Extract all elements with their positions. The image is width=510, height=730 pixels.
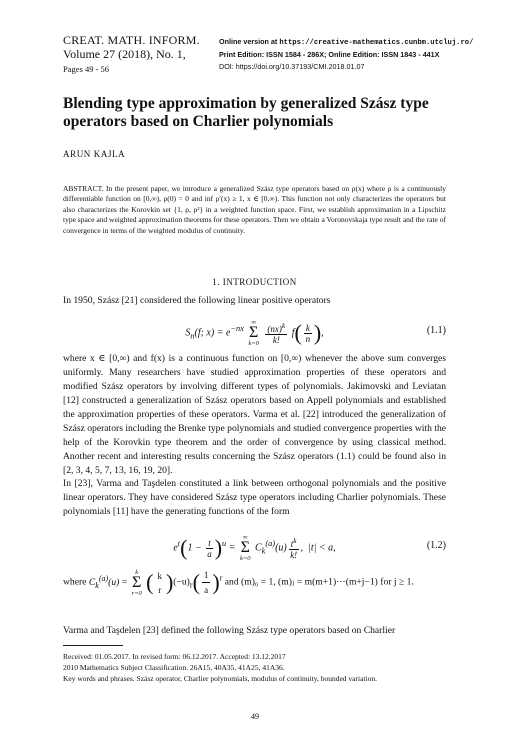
section-heading: 1. INTRODUCTION [212,277,297,287]
paragraph-4: where $C_k^{(a)}(u)$ = k Σ r=0 ( k r )$(-u)_r$( $\frac{1}{a}$ )$^r$ and (m)₀ = 1, (m)ⱼ = m(m+1)···(m+j−1) for j ≥ 1. [63,568,414,597]
equation-1-2 [63,524,446,568]
sum-symbol: ∞ Σ k=0 [239,534,251,562]
journal-name: CREAT. MATH. INFORM. [63,33,200,47]
msc-classification: 2010 Mathematics Subject Classification. 26A15, 40A35, 41A25, 41A36. [63,663,285,672]
abstract-text: In the present paper, we introduce a generalized Szász type operators based on ρ(x) where ρ is a continuously differentiable function on [0,∞), ρ(0) = 0 and inf ρ′(x) ≥ 1, x ∈ [0,∞). This function not only characterizes the operators but also characterizes the Korovkin set {1, ρ, ρ²} in a weighted function space. First, we establish approximation in a Lipschitz type space and weighted approximation theorems for these operators. Then we obtain a Voronovskaja type result and the rate of convergence in terms of the weighted modulus of continuity. [63,184,447,235]
page-number: 49 [251,712,259,721]
equation-1-1 [63,309,446,353]
paragraph-4-tail: and (m)₀ = 1, (m)ⱼ = m(m+1)···(m+j−1) for j ≥ 1. [224,576,414,588]
footnotes [63,651,446,684]
page-range: Pages 49 - 56 [63,64,110,74]
abstract-label: ABSTRACT. [63,184,104,193]
issn-info: Print Edition: ISSN 1584 - 286X; Online Edition: ISSN 1843 - 441X [219,50,440,59]
online-url[interactable]: https://creative-mathematics.cunbm.utcluj.ro/ [279,39,474,47]
author-name: ARUN KAJLA [63,149,126,159]
sum-symbol: ∞ Σ k=0 [248,319,259,347]
paragraph-1: In 1950, Szász [21] considered the following linear positive operators [63,295,331,306]
received-dates: Received: 01.05.2017. In revised form: 06.12.2017. Accepted: 13.12.2017 [63,652,286,661]
abstract [63,184,446,236]
doi-link[interactable]: DOI: https://doi.org/10.37193/CMI.2018.01.07 [219,62,365,71]
keywords: Key words and phrases. Szász operator, Charlier polynomials, modulus of continuity, bounded variation. [63,674,377,683]
footnote-divider [63,645,123,646]
paper-title: Blending type approximation by generalized Szász type operators based on Charlier polynomials [63,95,429,130]
equation-number: (1.1) [426,325,446,336]
online-prefix: Online version at [219,37,278,46]
equation-body: $S_n(f$; $x) = e^{-nx}$ ∞ Σ k=0 $\frac{(nx)^k}{k!}$ f( $\frac{k}{n}$ ), [185,319,324,347]
equation-number: (1.2) [426,540,446,551]
publication-info [219,36,473,73]
volume-info: Volume 27 (2018), No. 1, [63,47,186,61]
paragraph-3: In [23], Varma and Taşdelen constituted a link between orthogonal polynomials and the positive linear operators. They have considered Szász type operators including Charlier polynomials. These polynomials [11] have the generating functions of the form [63,478,446,517]
journal-header [63,33,200,76]
paragraph-2: where x ∈ [0,∞) and f(x) is a continuous function on [0,∞) whenever the above sum converges uniformly. Many researchers have studied approximation properties of these operators and modified Szász operators by involving different types of polynomials. Jakimovski and Leviatan [12] constructed a generalization of Szász operators based on Appell polynomials and established the approximation properties of these operators. Varma et al. [22] introduced the generalization of Szász operators including the Brenke type polynomials and studied convergence properties with the help of the Korovkin type theorem and the order of convergence by using classical method. Another recent and interesting results concerning the Szász operators (1.1) could be found also in [2, 3, 4, 5, 7, 13, 16, 19, 20]. [63,353,446,476]
equation-body: $e^t(1$ − $\frac{t}{a}$ )$^u$ = ∞ Σ k=0 $C_k^{(a)}(u)$ $\frac{t^k}{k!}$ , |t| < a, [173,534,336,562]
paragraph-5: Varma and Taşdelen [23] defined the following Szász type operators based on Charlier [63,625,396,636]
